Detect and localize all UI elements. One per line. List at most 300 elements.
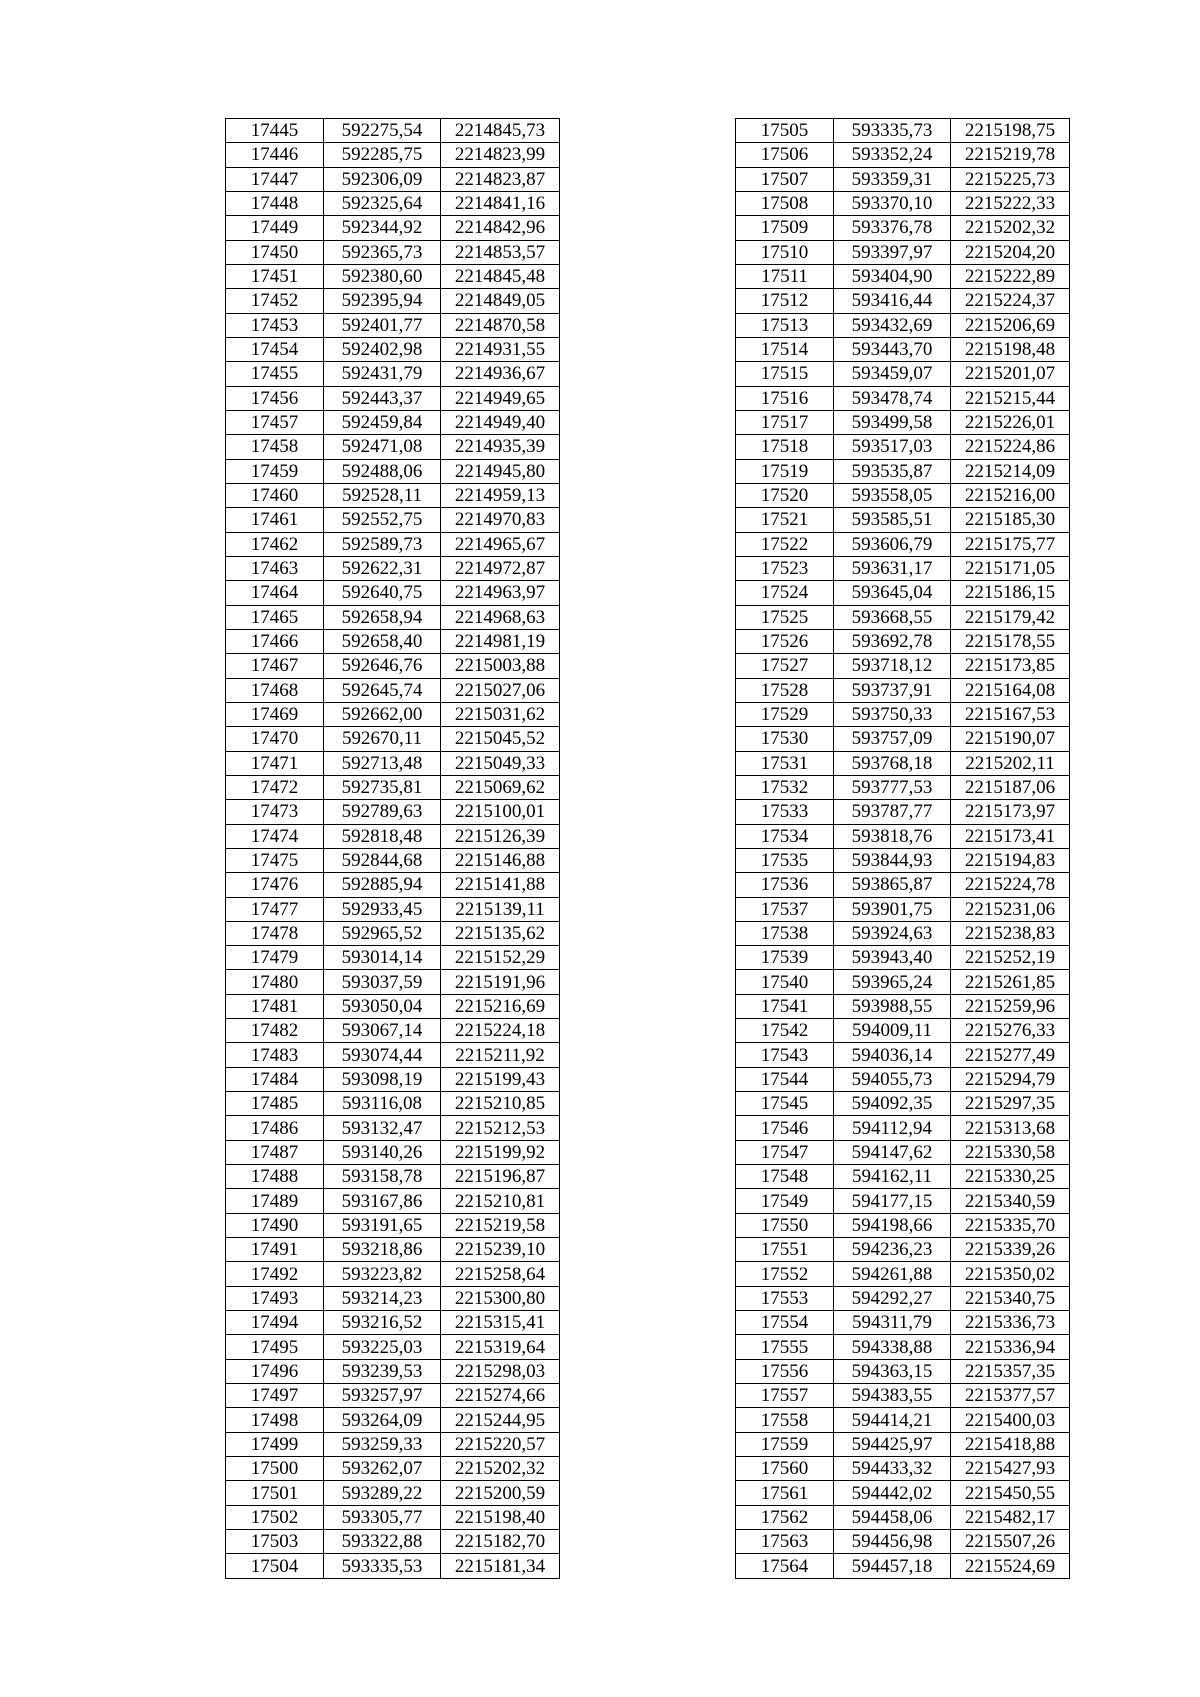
table-row <box>226 1481 560 1505</box>
x-coordinate-cell: 593432,69 <box>834 313 951 337</box>
y-coordinate-cell: 2215418,88 <box>951 1432 1070 1456</box>
x-coordinate-cell: 594338,88 <box>834 1335 951 1359</box>
point-number-cell: 17551 <box>736 1238 834 1262</box>
table-row <box>226 410 560 434</box>
x-coordinate-cell: 592658,94 <box>324 605 441 629</box>
x-coordinate-cell: 593140,26 <box>324 1140 441 1164</box>
table-row <box>226 1116 560 1140</box>
y-coordinate-cell: 2215298,03 <box>441 1359 560 1383</box>
point-number-cell: 17526 <box>736 629 834 653</box>
y-coordinate-cell: 2215258,64 <box>441 1262 560 1286</box>
x-coordinate-cell: 594433,32 <box>834 1457 951 1481</box>
point-number-cell: 17553 <box>736 1286 834 1310</box>
table-row <box>736 1140 1070 1164</box>
table-row <box>226 435 560 459</box>
y-coordinate-cell: 2215146,88 <box>441 848 560 872</box>
point-number-cell: 17480 <box>226 970 324 994</box>
table-row <box>226 921 560 945</box>
y-coordinate-cell: 2215100,01 <box>441 800 560 824</box>
y-coordinate-cell: 2214949,65 <box>441 386 560 410</box>
table-row <box>226 775 560 799</box>
x-coordinate-cell: 592885,94 <box>324 873 441 897</box>
y-coordinate-cell: 2215340,75 <box>951 1286 1070 1310</box>
y-coordinate-cell: 2215400,03 <box>951 1408 1070 1432</box>
y-coordinate-cell: 2215220,57 <box>441 1432 560 1456</box>
point-number-cell: 17533 <box>736 800 834 824</box>
y-coordinate-cell: 2215003,88 <box>441 654 560 678</box>
table-row <box>226 1286 560 1310</box>
x-coordinate-cell: 594162,11 <box>834 1165 951 1189</box>
right-table-body <box>736 119 1070 1579</box>
table-row <box>736 216 1070 240</box>
x-coordinate-cell: 593218,86 <box>324 1238 441 1262</box>
y-coordinate-cell: 2215185,30 <box>951 508 1070 532</box>
point-number-cell: 17472 <box>226 775 324 799</box>
table-row <box>226 678 560 702</box>
point-number-cell: 17525 <box>736 605 834 629</box>
y-coordinate-cell: 2215141,88 <box>441 873 560 897</box>
table-row <box>226 119 560 143</box>
y-coordinate-cell: 2214845,73 <box>441 119 560 143</box>
point-number-cell: 17459 <box>226 459 324 483</box>
point-number-cell: 17536 <box>736 873 834 897</box>
point-number-cell: 17490 <box>226 1213 324 1237</box>
x-coordinate-cell: 593404,90 <box>834 264 951 288</box>
x-coordinate-cell: 593668,55 <box>834 605 951 629</box>
x-coordinate-cell: 593158,78 <box>324 1165 441 1189</box>
table-row <box>736 119 1070 143</box>
x-coordinate-cell: 593037,59 <box>324 970 441 994</box>
table-row <box>226 605 560 629</box>
point-number-cell: 17509 <box>736 216 834 240</box>
table-row <box>736 873 1070 897</box>
y-coordinate-cell: 2215202,32 <box>951 216 1070 240</box>
point-number-cell: 17479 <box>226 946 324 970</box>
point-number-cell: 17550 <box>736 1213 834 1237</box>
point-number-cell: 17522 <box>736 532 834 556</box>
table-row <box>226 167 560 191</box>
x-coordinate-cell: 593370,10 <box>834 191 951 215</box>
table-row <box>226 532 560 556</box>
table-row <box>736 775 1070 799</box>
point-number-cell: 17554 <box>736 1311 834 1335</box>
x-coordinate-cell: 593459,07 <box>834 362 951 386</box>
point-number-cell: 17487 <box>226 1140 324 1164</box>
left-coordinates-table <box>225 118 560 1579</box>
table-row <box>226 848 560 872</box>
x-coordinate-cell: 592275,54 <box>324 119 441 143</box>
point-number-cell: 17555 <box>736 1335 834 1359</box>
table-row <box>226 1505 560 1529</box>
table-row <box>226 337 560 361</box>
point-number-cell: 17512 <box>736 289 834 313</box>
y-coordinate-cell: 2215164,08 <box>951 678 1070 702</box>
table-row <box>226 897 560 921</box>
table-row <box>226 1311 560 1335</box>
y-coordinate-cell: 2214841,16 <box>441 191 560 215</box>
right-coordinates-table <box>735 118 1070 1579</box>
point-number-cell: 17503 <box>226 1530 324 1554</box>
point-number-cell: 17475 <box>226 848 324 872</box>
x-coordinate-cell: 594383,55 <box>834 1384 951 1408</box>
table-row <box>226 727 560 751</box>
x-coordinate-cell: 593335,73 <box>834 119 951 143</box>
table-row <box>226 313 560 337</box>
table-row <box>226 873 560 897</box>
y-coordinate-cell: 2215507,26 <box>951 1530 1070 1554</box>
y-coordinate-cell: 2215427,93 <box>951 1457 1070 1481</box>
x-coordinate-cell: 592622,31 <box>324 556 441 580</box>
point-number-cell: 17481 <box>226 994 324 1018</box>
y-coordinate-cell: 2214981,19 <box>441 629 560 653</box>
point-number-cell: 17482 <box>226 1019 324 1043</box>
x-coordinate-cell: 593416,44 <box>834 289 951 313</box>
point-number-cell: 17529 <box>736 702 834 726</box>
y-coordinate-cell: 2215139,11 <box>441 897 560 921</box>
x-coordinate-cell: 593257,97 <box>324 1384 441 1408</box>
x-coordinate-cell: 593535,87 <box>834 459 951 483</box>
x-coordinate-cell: 592933,45 <box>324 897 441 921</box>
table-row <box>736 678 1070 702</box>
y-coordinate-cell: 2214931,55 <box>441 337 560 361</box>
table-row <box>736 1408 1070 1432</box>
x-coordinate-cell: 593322,88 <box>324 1530 441 1554</box>
point-number-cell: 17560 <box>736 1457 834 1481</box>
point-number-cell: 17552 <box>736 1262 834 1286</box>
y-coordinate-cell: 2215261,85 <box>951 970 1070 994</box>
x-coordinate-cell: 593478,74 <box>834 386 951 410</box>
y-coordinate-cell: 2215259,96 <box>951 994 1070 1018</box>
point-number-cell: 17545 <box>736 1092 834 1116</box>
table-row <box>736 1019 1070 1043</box>
y-coordinate-cell: 2215202,32 <box>441 1457 560 1481</box>
y-coordinate-cell: 2215196,87 <box>441 1165 560 1189</box>
table-row <box>226 1092 560 1116</box>
table-row <box>226 994 560 1018</box>
table-row <box>226 702 560 726</box>
point-number-cell: 17460 <box>226 483 324 507</box>
table-row <box>736 143 1070 167</box>
y-coordinate-cell: 2215238,83 <box>951 921 1070 945</box>
table-row <box>736 751 1070 775</box>
x-coordinate-cell: 593844,93 <box>834 848 951 872</box>
y-coordinate-cell: 2215244,95 <box>441 1408 560 1432</box>
table-row <box>226 1238 560 1262</box>
table-row <box>226 508 560 532</box>
y-coordinate-cell: 2215031,62 <box>441 702 560 726</box>
table-row <box>226 1554 560 1578</box>
x-coordinate-cell: 593645,04 <box>834 581 951 605</box>
y-coordinate-cell: 2215049,33 <box>441 751 560 775</box>
y-coordinate-cell: 2215135,62 <box>441 921 560 945</box>
x-coordinate-cell: 592670,11 <box>324 727 441 751</box>
y-coordinate-cell: 2214968,63 <box>441 605 560 629</box>
y-coordinate-cell: 2215171,05 <box>951 556 1070 580</box>
point-number-cell: 17464 <box>226 581 324 605</box>
y-coordinate-cell: 2215126,39 <box>441 824 560 848</box>
y-coordinate-cell: 2214972,87 <box>441 556 560 580</box>
point-number-cell: 17500 <box>226 1457 324 1481</box>
y-coordinate-cell: 2215199,43 <box>441 1067 560 1091</box>
x-coordinate-cell: 594457,18 <box>834 1554 951 1578</box>
table-row <box>226 362 560 386</box>
point-number-cell: 17541 <box>736 994 834 1018</box>
x-coordinate-cell: 594261,88 <box>834 1262 951 1286</box>
point-number-cell: 17531 <box>736 751 834 775</box>
y-coordinate-cell: 2214823,87 <box>441 167 560 191</box>
table-row <box>736 191 1070 215</box>
x-coordinate-cell: 593768,18 <box>834 751 951 775</box>
x-coordinate-cell: 594458,06 <box>834 1505 951 1529</box>
y-coordinate-cell: 2215206,69 <box>951 313 1070 337</box>
table-row <box>736 848 1070 872</box>
table-row <box>736 605 1070 629</box>
table-row <box>226 751 560 775</box>
table-row <box>736 556 1070 580</box>
table-row <box>226 800 560 824</box>
point-number-cell: 17521 <box>736 508 834 532</box>
y-coordinate-cell: 2215524,69 <box>951 1554 1070 1578</box>
y-coordinate-cell: 2215340,59 <box>951 1189 1070 1213</box>
point-number-cell: 17548 <box>736 1165 834 1189</box>
point-number-cell: 17534 <box>736 824 834 848</box>
table-row <box>736 1311 1070 1335</box>
point-number-cell: 17564 <box>736 1554 834 1578</box>
point-number-cell: 17527 <box>736 654 834 678</box>
point-number-cell: 17463 <box>226 556 324 580</box>
y-coordinate-cell: 2215173,97 <box>951 800 1070 824</box>
x-coordinate-cell: 592488,06 <box>324 459 441 483</box>
point-number-cell: 17537 <box>736 897 834 921</box>
point-number-cell: 17559 <box>736 1432 834 1456</box>
table-row <box>226 629 560 653</box>
y-coordinate-cell: 2215200,59 <box>441 1481 560 1505</box>
y-coordinate-cell: 2215219,78 <box>951 143 1070 167</box>
x-coordinate-cell: 593050,04 <box>324 994 441 1018</box>
y-coordinate-cell: 2215315,41 <box>441 1311 560 1335</box>
table-row <box>736 508 1070 532</box>
y-coordinate-cell: 2215300,80 <box>441 1286 560 1310</box>
x-coordinate-cell: 593558,05 <box>834 483 951 507</box>
point-number-cell: 17483 <box>226 1043 324 1067</box>
point-number-cell: 17514 <box>736 337 834 361</box>
x-coordinate-cell: 594442,02 <box>834 1481 951 1505</box>
table-row <box>736 824 1070 848</box>
x-coordinate-cell: 592443,37 <box>324 386 441 410</box>
table-row <box>226 1457 560 1481</box>
point-number-cell: 17535 <box>736 848 834 872</box>
y-coordinate-cell: 2215190,07 <box>951 727 1070 751</box>
table-row <box>736 362 1070 386</box>
y-coordinate-cell: 2215335,70 <box>951 1213 1070 1237</box>
table-row <box>736 1359 1070 1383</box>
x-coordinate-cell: 593585,51 <box>834 508 951 532</box>
table-row <box>736 337 1070 361</box>
point-number-cell: 17523 <box>736 556 834 580</box>
x-coordinate-cell: 593757,09 <box>834 727 951 751</box>
y-coordinate-cell: 2215330,25 <box>951 1165 1070 1189</box>
x-coordinate-cell: 592325,64 <box>324 191 441 215</box>
x-coordinate-cell: 592380,60 <box>324 264 441 288</box>
x-coordinate-cell: 592528,11 <box>324 483 441 507</box>
point-number-cell: 17557 <box>736 1384 834 1408</box>
y-coordinate-cell: 2214949,40 <box>441 410 560 434</box>
point-number-cell: 17492 <box>226 1262 324 1286</box>
y-coordinate-cell: 2215336,94 <box>951 1335 1070 1359</box>
x-coordinate-cell: 592789,63 <box>324 800 441 824</box>
y-coordinate-cell: 2215045,52 <box>441 727 560 751</box>
y-coordinate-cell: 2214842,96 <box>441 216 560 240</box>
point-number-cell: 17519 <box>736 459 834 483</box>
table-row <box>226 1067 560 1091</box>
table-row <box>736 1092 1070 1116</box>
table-row <box>226 1384 560 1408</box>
point-number-cell: 17468 <box>226 678 324 702</box>
y-coordinate-cell: 2215187,06 <box>951 775 1070 799</box>
point-number-cell: 17496 <box>226 1359 324 1383</box>
point-number-cell: 17498 <box>226 1408 324 1432</box>
table-row <box>226 264 560 288</box>
y-coordinate-cell: 2215175,77 <box>951 532 1070 556</box>
point-number-cell: 17461 <box>226 508 324 532</box>
left-table-body <box>226 119 560 1579</box>
point-number-cell: 17511 <box>736 264 834 288</box>
y-coordinate-cell: 2215313,68 <box>951 1116 1070 1140</box>
point-number-cell: 17473 <box>226 800 324 824</box>
point-number-cell: 17484 <box>226 1067 324 1091</box>
y-coordinate-cell: 2215224,18 <box>441 1019 560 1043</box>
x-coordinate-cell: 594456,98 <box>834 1530 951 1554</box>
point-number-cell: 17502 <box>226 1505 324 1529</box>
y-coordinate-cell: 2214845,48 <box>441 264 560 288</box>
table-row <box>736 1213 1070 1237</box>
point-number-cell: 17505 <box>736 119 834 143</box>
table-row <box>226 824 560 848</box>
table-row <box>226 386 560 410</box>
y-coordinate-cell: 2215294,79 <box>951 1067 1070 1091</box>
x-coordinate-cell: 592645,74 <box>324 678 441 702</box>
table-row <box>226 1408 560 1432</box>
table-row <box>736 435 1070 459</box>
point-number-cell: 17469 <box>226 702 324 726</box>
x-coordinate-cell: 592459,84 <box>324 410 441 434</box>
x-coordinate-cell: 593901,75 <box>834 897 951 921</box>
y-coordinate-cell: 2215210,85 <box>441 1092 560 1116</box>
x-coordinate-cell: 592395,94 <box>324 289 441 313</box>
point-number-cell: 17458 <box>226 435 324 459</box>
y-coordinate-cell: 2215224,78 <box>951 873 1070 897</box>
point-number-cell: 17494 <box>226 1311 324 1335</box>
point-number-cell: 17448 <box>226 191 324 215</box>
x-coordinate-cell: 592965,52 <box>324 921 441 945</box>
y-coordinate-cell: 2214945,80 <box>441 459 560 483</box>
y-coordinate-cell: 2215198,75 <box>951 119 1070 143</box>
table-row <box>736 1286 1070 1310</box>
y-coordinate-cell: 2215339,26 <box>951 1238 1070 1262</box>
y-coordinate-cell: 2215211,92 <box>441 1043 560 1067</box>
point-number-cell: 17452 <box>226 289 324 313</box>
x-coordinate-cell: 594177,15 <box>834 1189 951 1213</box>
y-coordinate-cell: 2215194,83 <box>951 848 1070 872</box>
y-coordinate-cell: 2214959,13 <box>441 483 560 507</box>
point-number-cell: 17456 <box>226 386 324 410</box>
table-row <box>226 1213 560 1237</box>
y-coordinate-cell: 2215274,66 <box>441 1384 560 1408</box>
y-coordinate-cell: 2215225,73 <box>951 167 1070 191</box>
point-number-cell: 17457 <box>226 410 324 434</box>
y-coordinate-cell: 2215069,62 <box>441 775 560 799</box>
y-coordinate-cell: 2215181,34 <box>441 1554 560 1578</box>
point-number-cell: 17453 <box>226 313 324 337</box>
y-coordinate-cell: 2215224,86 <box>951 435 1070 459</box>
x-coordinate-cell: 593397,97 <box>834 240 951 264</box>
point-number-cell: 17486 <box>226 1116 324 1140</box>
table-row <box>736 1457 1070 1481</box>
y-coordinate-cell: 2215204,20 <box>951 240 1070 264</box>
x-coordinate-cell: 593132,47 <box>324 1116 441 1140</box>
y-coordinate-cell: 2215252,19 <box>951 946 1070 970</box>
point-number-cell: 17562 <box>736 1505 834 1529</box>
y-coordinate-cell: 2215276,33 <box>951 1019 1070 1043</box>
table-row <box>226 654 560 678</box>
x-coordinate-cell: 592552,75 <box>324 508 441 532</box>
table-row <box>226 1432 560 1456</box>
point-number-cell: 17462 <box>226 532 324 556</box>
table-row <box>226 1262 560 1286</box>
x-coordinate-cell: 593223,82 <box>324 1262 441 1286</box>
y-coordinate-cell: 2215450,55 <box>951 1481 1070 1505</box>
table-row <box>226 459 560 483</box>
y-coordinate-cell: 2214965,67 <box>441 532 560 556</box>
point-number-cell: 17471 <box>226 751 324 775</box>
table-row <box>226 1335 560 1359</box>
point-number-cell: 17501 <box>226 1481 324 1505</box>
table-row <box>736 1384 1070 1408</box>
x-coordinate-cell: 593376,78 <box>834 216 951 240</box>
table-row <box>226 556 560 580</box>
x-coordinate-cell: 594092,35 <box>834 1092 951 1116</box>
y-coordinate-cell: 2215350,02 <box>951 1262 1070 1286</box>
table-row <box>736 313 1070 337</box>
table-row <box>736 167 1070 191</box>
point-number-cell: 17491 <box>226 1238 324 1262</box>
point-number-cell: 17507 <box>736 167 834 191</box>
y-coordinate-cell: 2215222,89 <box>951 264 1070 288</box>
x-coordinate-cell: 594198,66 <box>834 1213 951 1237</box>
point-number-cell: 17518 <box>736 435 834 459</box>
point-number-cell: 17446 <box>226 143 324 167</box>
point-number-cell: 17513 <box>736 313 834 337</box>
y-coordinate-cell: 2215357,35 <box>951 1359 1070 1383</box>
y-coordinate-cell: 2215214,09 <box>951 459 1070 483</box>
x-coordinate-cell: 592646,76 <box>324 654 441 678</box>
x-coordinate-cell: 592713,48 <box>324 751 441 775</box>
table-row <box>226 946 560 970</box>
table-row <box>226 1359 560 1383</box>
point-number-cell: 17476 <box>226 873 324 897</box>
table-row <box>736 532 1070 556</box>
y-coordinate-cell: 2215179,42 <box>951 605 1070 629</box>
x-coordinate-cell: 593787,77 <box>834 800 951 824</box>
x-coordinate-cell: 594236,23 <box>834 1238 951 1262</box>
table-row <box>226 1043 560 1067</box>
x-coordinate-cell: 592471,08 <box>324 435 441 459</box>
table-row <box>736 1043 1070 1067</box>
point-number-cell: 17454 <box>226 337 324 361</box>
point-number-cell: 17516 <box>736 386 834 410</box>
x-coordinate-cell: 593239,53 <box>324 1359 441 1383</box>
table-row <box>736 629 1070 653</box>
